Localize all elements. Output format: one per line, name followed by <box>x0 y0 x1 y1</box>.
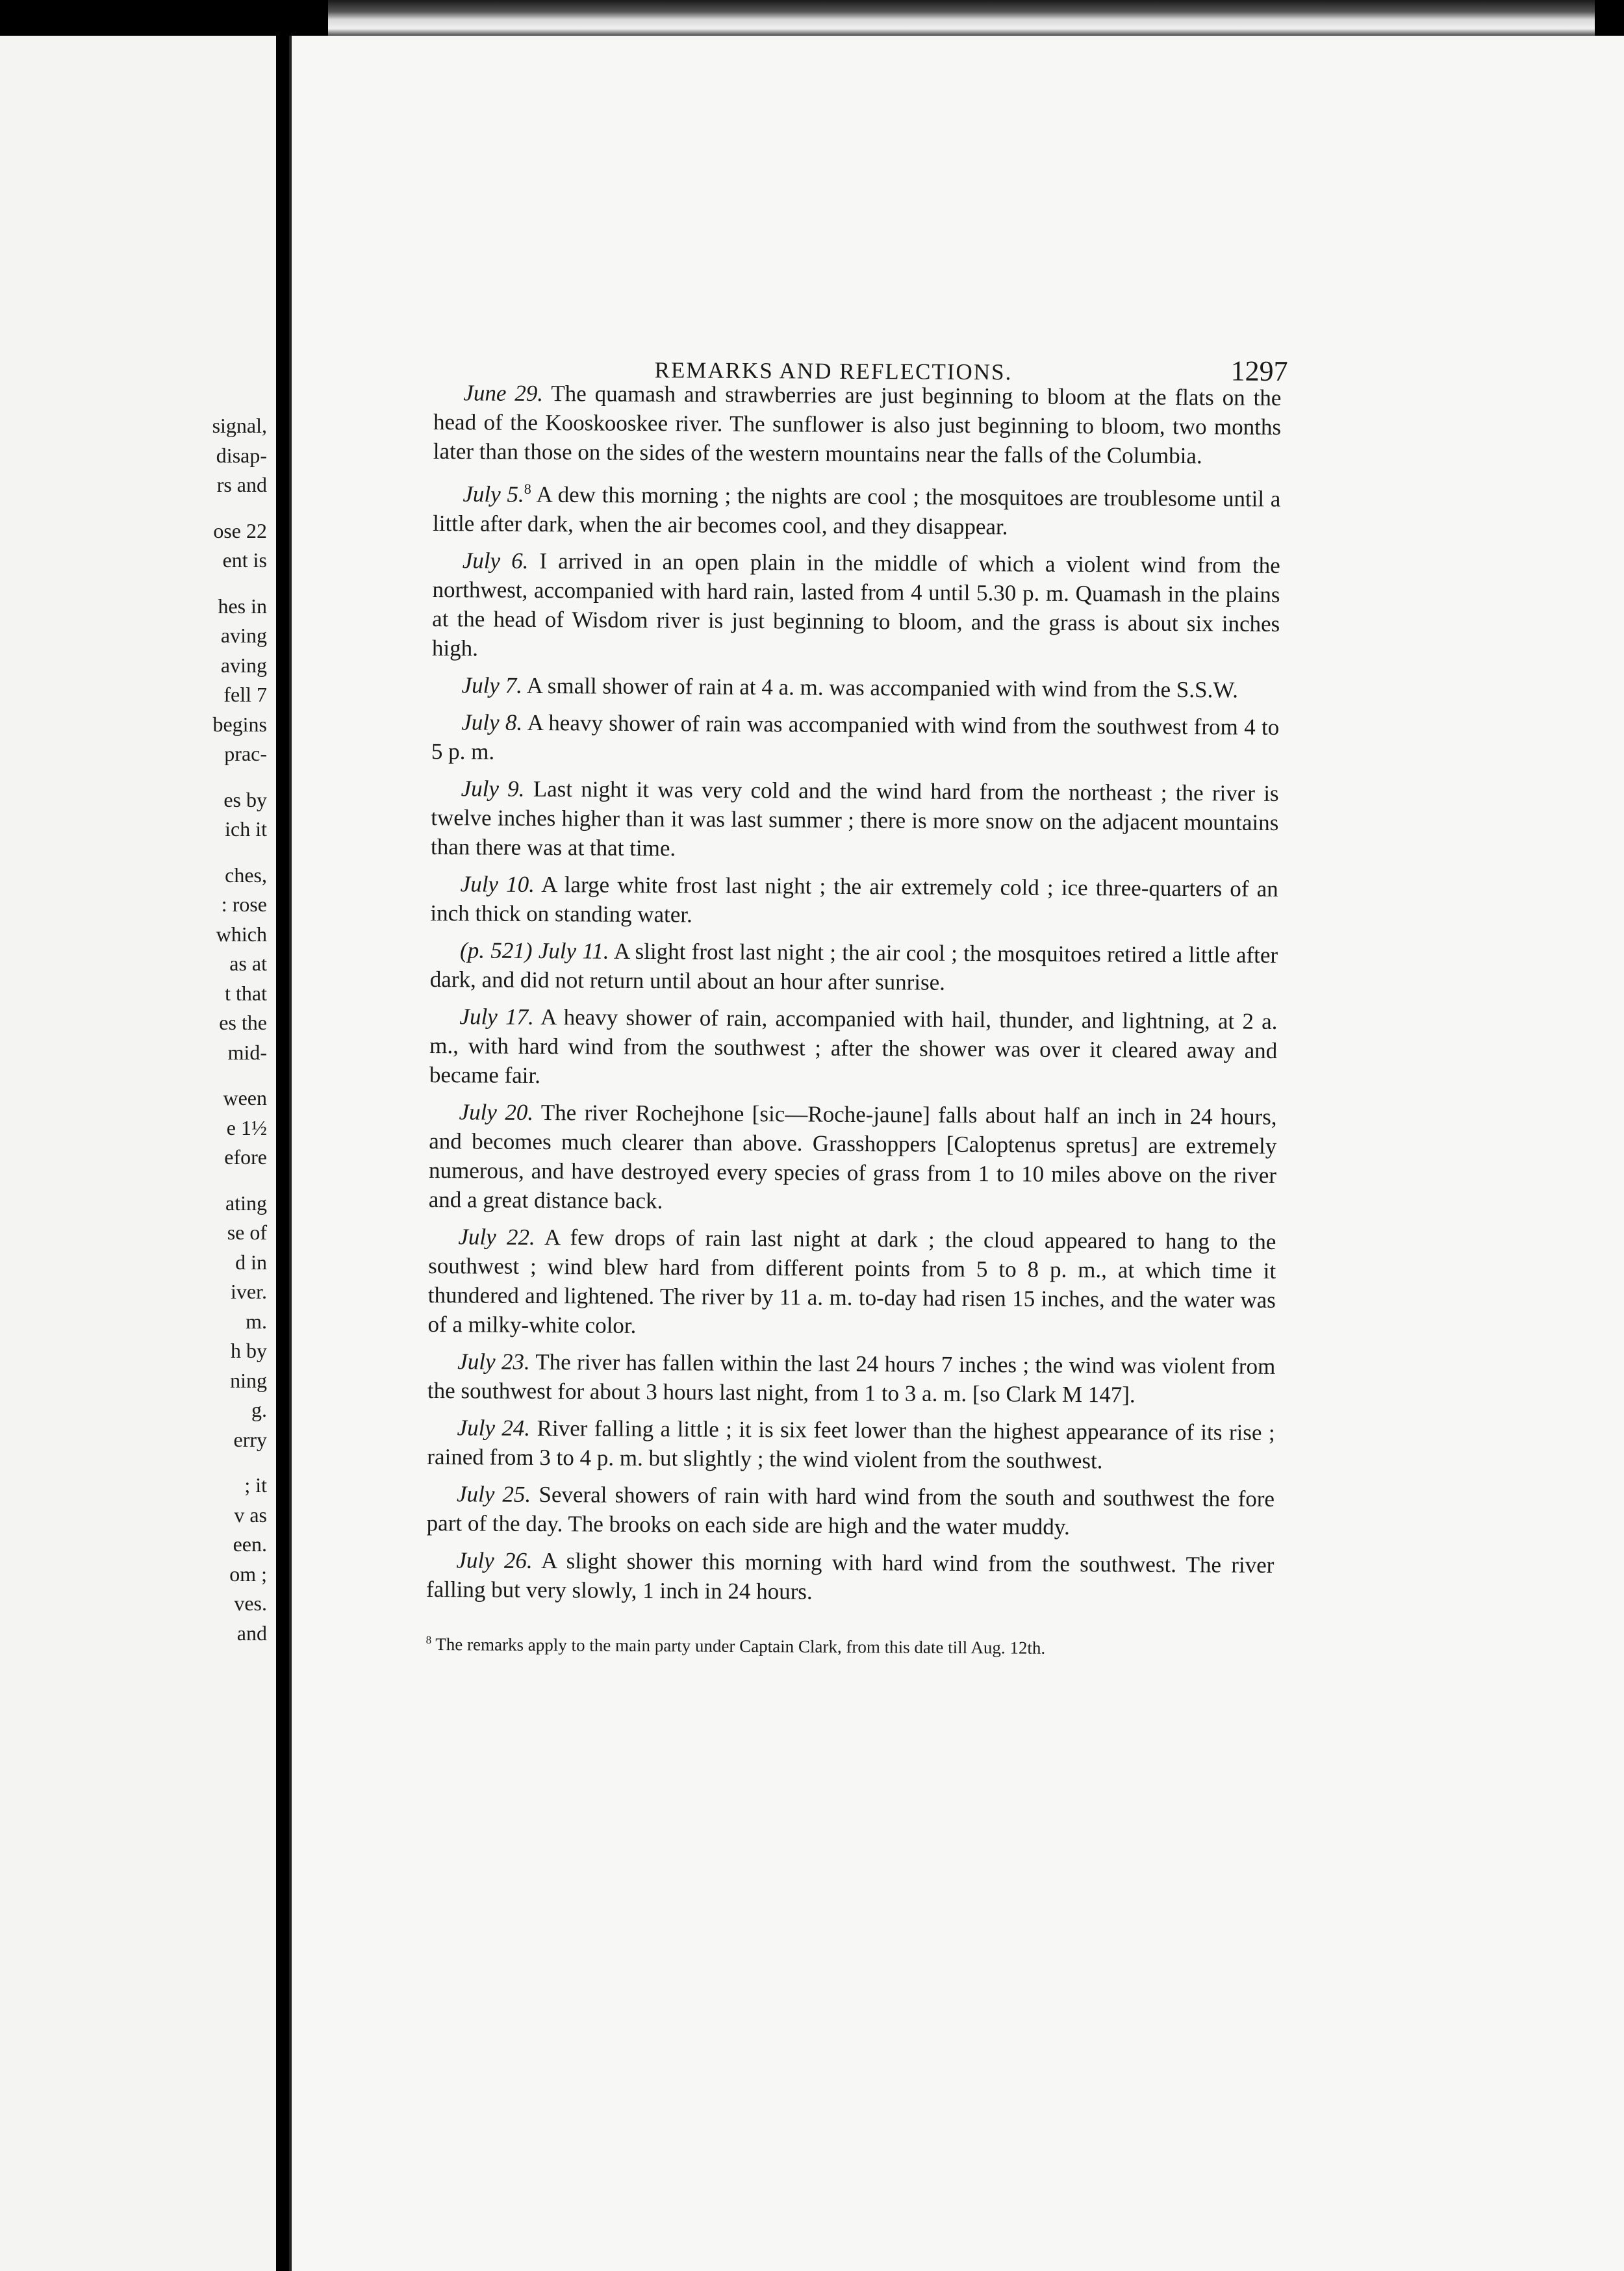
entry-date: July 20. <box>459 1098 534 1125</box>
left-page-fragment <box>212 1067 267 1084</box>
footnote-text: The remarks apply to the main party under Captain Clark, from this date till Aug. 12th. <box>435 1634 1046 1658</box>
left-page-fragment: hes in <box>218 594 267 618</box>
entry-date: July 8. <box>461 709 523 735</box>
entry-text: The quamash and strawberries are just beginning to bloom at the flats on the head of the Kooskooskee river. The sunflower is also just beginning to bloom, two months later than those on the sides of the western mountains near the falls of the Columbia. <box>433 381 1282 469</box>
left-page-fragment: ; it <box>244 1473 267 1497</box>
left-page-fragment <box>212 844 267 861</box>
left-page-fragment: : rose <box>221 893 267 916</box>
footnote-mark: 8 <box>425 1633 432 1646</box>
entry-date: July 10. <box>460 870 535 897</box>
left-page-fragment: iver. <box>231 1280 267 1303</box>
left-page-fragment: ating <box>225 1191 267 1215</box>
left-page-fragment: een. <box>233 1532 267 1556</box>
journal-entry <box>427 1347 1276 1410</box>
left-page-fragment: e 1½ <box>226 1115 267 1139</box>
left-page-fragment <box>212 576 267 592</box>
left-page-fragment <box>212 1454 267 1471</box>
left-page-fragment: ose 22 <box>213 518 267 542</box>
left-page-fragment: ent is <box>222 548 267 572</box>
left-page-fragment: erry <box>233 1427 267 1451</box>
left-page-fragment <box>212 500 267 516</box>
left-page-fragment: efore <box>224 1145 267 1169</box>
journal-entries <box>426 378 1282 1609</box>
journal-entry <box>432 546 1280 668</box>
left-page-fragment <box>212 1173 267 1189</box>
left-page-fragment: es by <box>223 787 267 811</box>
entry-date: July 6. <box>462 547 529 574</box>
left-page-fragment: es the <box>219 1011 267 1034</box>
entry-date: July 5. <box>463 481 524 507</box>
left-page-fragment: ich it <box>225 817 267 841</box>
entry-date: July 9. <box>461 775 525 802</box>
entry-date: July 26. <box>456 1547 533 1573</box>
left-page-fragment: g. <box>251 1398 267 1421</box>
entry-text: A slight frost last night ; the air cool ; the mosquitoes retired a little after dark, and did not return until about an hour after sunrise. <box>429 938 1278 995</box>
left-page-fragment: aving <box>220 653 267 677</box>
entry-date: July 22. <box>458 1223 535 1250</box>
page-header <box>433 325 1288 388</box>
entry-date: June 29. <box>463 380 544 407</box>
left-page-fragment: fell 7 <box>223 683 267 706</box>
journal-entry <box>430 869 1278 933</box>
entry-text: A dew this morning ; the nights are cool ; the mosquitoes are troublesome until a little after dark, when the air becomes cool, and they disappear. <box>433 481 1281 540</box>
left-page-fragment: om ; <box>229 1562 267 1586</box>
entry-text: A heavy shower of rain was accompanied with wind from the southwest from 4 to 5 p. m. <box>431 709 1280 765</box>
left-page-fragment: aving <box>220 624 267 647</box>
left-page-fragment: h by <box>231 1339 267 1362</box>
left-page-fragment: ves. <box>234 1592 267 1615</box>
entry-text: I arrived in an open plain in the middle of which a violent wind from the northwest, accompanied with hard rain, lasted from 4 until 5.30 p. m. Quamash in the plains at the head of Wisdom river is just beginning to bloom, and the grass is about six inches high. <box>431 548 1280 661</box>
left-page-fragment: prac- <box>224 742 267 765</box>
running-head: REMARKS AND REFLECTIONS. <box>654 357 1013 385</box>
left-page-fragment: ning <box>230 1368 267 1392</box>
entry-text: A large white frost last night ; the air extremely cold ; ice three-quarters of an inch thick on standing water. <box>430 871 1278 928</box>
left-page-fragment: and <box>236 1621 267 1645</box>
journal-entry <box>431 670 1279 705</box>
entry-date: July 24. <box>457 1414 531 1441</box>
journal-entry <box>433 474 1281 543</box>
journal-entry <box>429 1097 1277 1219</box>
entry-date: July 25. <box>456 1480 531 1507</box>
journal-entry <box>427 1222 1276 1344</box>
page-ref: (p. 521) <box>460 937 533 963</box>
left-page-fragment: signal, <box>212 414 267 437</box>
journal-entry <box>429 1002 1278 1095</box>
page-number: 1297 <box>1230 355 1288 388</box>
left-page-text-fragments <box>212 411 267 1648</box>
entry-date: July 7. <box>461 672 523 698</box>
journal-entry <box>431 774 1279 867</box>
journal-entry <box>433 378 1282 471</box>
left-page-fragment: rs and <box>216 473 267 496</box>
left-page-fragment: v as <box>234 1503 267 1527</box>
entry-text: A heavy shower of rain, accompanied with hail, thunder, and lightning, at 2 a. m., with hard wind from the southwest ; after the shower was over it cleared away and became fair. <box>429 1004 1278 1088</box>
left-page-fragment <box>212 769 267 785</box>
left-page-fragment: as at <box>229 952 267 975</box>
entry-text: Several showers of rain with hard wind from the south and southwest the fore part of the day. The brooks on each side are high and the water muddy. <box>426 1481 1275 1540</box>
entry-text: River falling a little ; it is six feet lower than the highest appearance of its rise ; rained from 3 to 4 p. m. but slightly ; the wind violent from the southwest. <box>427 1415 1275 1473</box>
left-page-fragment: mid- <box>227 1040 267 1064</box>
next-leaf-edge <box>328 0 1595 39</box>
left-page-fragment: se of <box>227 1221 267 1244</box>
entry-text: Last night it was very cold and the wind hard from the northeast ; the river is twelve inches higher than it was last summer ; there is more snow on the adjacent mountains than there was at that time. <box>430 776 1279 861</box>
left-page-fragment: which <box>216 922 267 946</box>
page-content <box>425 325 1288 1669</box>
entry-text: A few drops of rain last night at dark ; the cloud appeared to hang to the southwest ; wind blew hard from different points from 5 to 8 p. m., at which time it thundered and lightened. The river by 11 a. m. to-day had risen 15 inches, and the water was of a milky-white color. <box>427 1224 1276 1338</box>
footnote <box>425 1629 1273 1661</box>
entry-date: July 23. <box>457 1348 530 1375</box>
left-page-fragment: m. <box>246 1309 267 1333</box>
journal-entry <box>430 935 1278 999</box>
left-page-fragment: begins <box>212 712 267 736</box>
left-page-fragment: t that <box>225 981 267 1005</box>
journal-entry <box>426 1545 1275 1609</box>
left-page-fragment: ches, <box>225 863 267 887</box>
entry-text: The river has fallen within the last 24 hours 7 inches ; the wind was violent from the southwest for about 3 hours last night, from 1 to 3 a. m. [so Clark M 147]. <box>427 1349 1276 1408</box>
entry-text: The river Rochejhone [sic—Roche-jaune] falls about half an inch in 24 hours, and becomes much clearer than above. Grasshoppers [Caloptenus spretus] are extremely numerous, and have destroyed every species of grass from 1 to 10 miles above on the river and a great distance back. <box>428 1099 1277 1213</box>
left-page-fragment: disap- <box>216 443 267 467</box>
left-facing-page <box>0 36 276 2271</box>
left-page-fragment: d in <box>235 1250 267 1274</box>
journal-entry <box>427 1479 1275 1543</box>
journal-entry <box>427 1413 1275 1477</box>
journal-entry <box>431 707 1280 771</box>
left-page-fragment: ween <box>223 1086 267 1110</box>
footnote-reference: 8 <box>524 480 531 497</box>
entry-text: A slight shower this morning with hard wind from the southwest. The river falling but very slowly, 1 inch in 24 hours. <box>425 1547 1275 1605</box>
entry-date: July 11. <box>538 937 609 964</box>
entry-text: A small shower of rain at 4 a. m. was accompanied with wind from the S.S.W. <box>526 672 1239 703</box>
entry-date: July 17. <box>459 1003 534 1030</box>
